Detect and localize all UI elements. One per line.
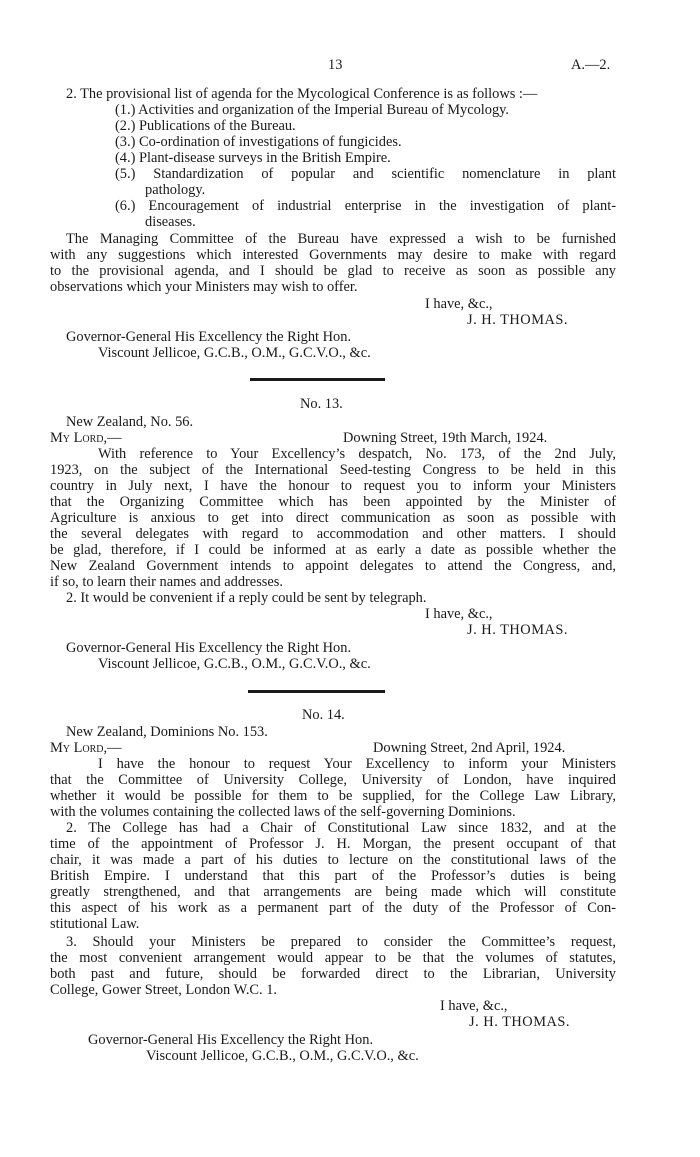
paragraph-line: that the Organizing Committee which has been appointed by the Minister of bbox=[50, 494, 616, 510]
agenda-item: (2.) Publications of the Bureau. bbox=[115, 118, 296, 134]
paragraph-line: this aspect of his work as a permanent part of the duty of the Professor of Con- bbox=[50, 900, 616, 916]
signature: J. H. THOMAS. bbox=[467, 622, 568, 638]
paragraph-line: stitutional Law. bbox=[50, 916, 140, 932]
despatch-reference: New Zealand, Dominions No. 153. bbox=[66, 724, 268, 740]
paragraph-line: 2. The College has had a Chair of Constitutional Law since 1832, and at the bbox=[66, 820, 616, 836]
despatch-reference: New Zealand, No. 56. bbox=[66, 414, 194, 430]
paragraph-line: with any suggestions which interested Governments may desire to make with regard bbox=[50, 247, 616, 263]
paragraph-line: observations which your Ministers may wish to offer. bbox=[50, 279, 358, 295]
document-reference: A.—2. bbox=[571, 57, 611, 73]
closing: I have, &c., bbox=[425, 606, 493, 622]
page-number: 13 bbox=[328, 57, 343, 73]
closing: I have, &c., bbox=[440, 998, 508, 1014]
paragraph-line: 2. It would be convenient if a reply could be sent by telegraph. bbox=[66, 590, 427, 606]
place-date: Downing Street, 19th March, 1924. bbox=[343, 430, 548, 446]
paragraph-line: both past and future, should be forwarded direct to the Librarian, University bbox=[50, 966, 616, 982]
paragraph-line: country in July next, I have the honour to request you to inform your Ministers bbox=[50, 478, 616, 494]
paragraph-line: if so, to learn their names and addresses. bbox=[50, 574, 283, 590]
paragraph-line: the most convenient arrangement would appear to be that the volumes of statutes, bbox=[50, 950, 616, 966]
agenda-item: (4.) Plant-disease surveys in the British Empire. bbox=[115, 150, 391, 166]
section-divider bbox=[250, 378, 385, 381]
paragraph-line: I have the honour to request Your Excellency to inform your Ministers bbox=[98, 756, 616, 772]
place-date: Downing Street, 2nd April, 1924. bbox=[373, 740, 566, 756]
paragraph-line: the several delegates with regard to accommodation and other matters. I should bbox=[50, 526, 616, 542]
addressee-line: Governor-General His Excellency the Right Hon. bbox=[66, 329, 352, 345]
paragraph-line: The Managing Committee of the Bureau have expressed a wish to be furnished bbox=[66, 231, 616, 247]
paragraph-line: 1923, on the subject of the International Seed-testing Congress to be held in this bbox=[50, 462, 616, 478]
paragraph-line: Agriculture is anxious to get into direct communication as soon as possible with bbox=[50, 510, 616, 526]
salutation: My Lord,— bbox=[50, 430, 122, 446]
addressee-line: Governor-General His Excellency the Right Hon. bbox=[88, 1032, 374, 1048]
paragraph-line: chair, it was made a part of his duties to lecture on the constitutional laws of the bbox=[50, 852, 616, 868]
agenda-item: (1.) Activities and organization of the Imperial Bureau of Mycology. bbox=[115, 102, 510, 118]
paragraph-line: With reference to Your Excellency’s despatch, No. 173, of the 2nd July, bbox=[98, 446, 616, 462]
closing: I have, &c., bbox=[425, 296, 493, 312]
addressee-line: Viscount Jellicoe, G.C.B., O.M., G.C.V.O., &c. bbox=[98, 345, 371, 361]
agenda-item: (3.) Co-ordination of investigations of fungicides. bbox=[115, 134, 402, 150]
signature: J. H. THOMAS. bbox=[467, 312, 568, 328]
addressee-line: Viscount Jellicoe, G.C.B., O.M., G.C.V.O., &c. bbox=[146, 1048, 419, 1064]
despatch-number: No. 14. bbox=[302, 707, 345, 723]
addressee-line: Governor-General His Excellency the Right Hon. bbox=[66, 640, 352, 656]
agenda-item-continuation: pathology. bbox=[145, 182, 206, 198]
paragraph-line: to the provisional agenda, and I should be glad to receive as soon as possible any bbox=[50, 263, 616, 279]
signature: J. H. THOMAS. bbox=[469, 1014, 570, 1030]
paragraph-line: 3. Should your Ministers be prepared to consider the Committee’s request, bbox=[66, 934, 616, 950]
paragraph-line: be glad, therefore, if I could be informed at as early a date as possible whether the bbox=[50, 542, 616, 558]
section-divider bbox=[248, 690, 385, 693]
agenda-intro: 2. The provisional list of agenda for the Mycological Conference is as follows :— bbox=[66, 86, 538, 102]
agenda-item: (6.) Encouragement of industrial enterprise in the investigation of plant- bbox=[115, 198, 616, 214]
salutation: My Lord,— bbox=[50, 740, 122, 756]
agenda-item: (5.) Standardization of popular and scientific nomenclature in plant bbox=[115, 166, 616, 182]
paragraph-line: British Empire. I understand that this part of the Professor’s duties is being bbox=[50, 868, 616, 884]
paragraph-line: College, Gower Street, London W.C. 1. bbox=[50, 982, 278, 998]
paragraph-line: New Zealand Government intends to appoint delegates to attend the Congress, and, bbox=[50, 558, 616, 574]
paragraph-line: whether it would be possible for them to be supplied, for the College Law Library, bbox=[50, 788, 616, 804]
agenda-item-continuation: diseases. bbox=[145, 214, 196, 230]
paragraph-line: greatly strengthened, and that arrangements are being made which will constitute bbox=[50, 884, 616, 900]
despatch-number: No. 13. bbox=[300, 396, 343, 412]
paragraph-line: that the Committee of University College, University of London, have inquired bbox=[50, 772, 616, 788]
addressee-line: Viscount Jellicoe, G.C.B., O.M., G.C.V.O., &c. bbox=[98, 656, 371, 672]
paragraph-line: time of the appointment of Professor J. H. Morgan, the present occupant of that bbox=[50, 836, 616, 852]
paragraph-line: with the volumes containing the collected laws of the self-governing Dominions. bbox=[50, 804, 516, 820]
